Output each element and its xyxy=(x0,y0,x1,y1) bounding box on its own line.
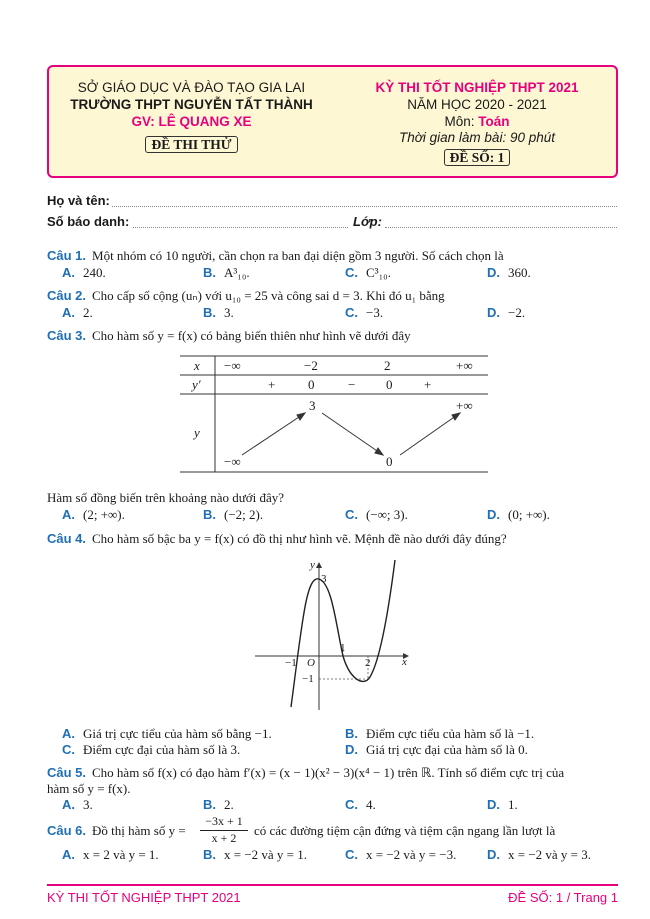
x-value: −∞ xyxy=(224,358,241,373)
option-text: C³₁₀. xyxy=(366,265,391,280)
footer-exam-title: KỲ THI TỐT NGHIỆP THPT 2021 xyxy=(47,890,241,905)
derivative-zero: 0 xyxy=(308,377,315,392)
cubic-function-graph xyxy=(250,555,420,715)
derivative-sign: + xyxy=(268,377,276,392)
option-label: C. xyxy=(345,265,358,280)
fraction-denominator: x + 2 xyxy=(211,831,237,845)
question-text: Một nhóm có 10 người, cần chọn ra ban đại diện gồm 3 người. Số cách chọn là xyxy=(92,248,504,263)
option-text: (−2; 2). xyxy=(224,507,264,522)
q6-option-b[interactable] xyxy=(203,847,307,863)
footer-page-info: ĐỀ SỐ: 1 / Trang 1 xyxy=(508,890,618,905)
question-text: Cho hàm số bậc ba y = f(x) có đồ thị như hình vẽ. Mệnh đề nào dưới đây đúng? xyxy=(92,531,507,546)
question-label: Câu 6. xyxy=(47,823,87,838)
option-text: 240. xyxy=(83,265,106,280)
origin-label: O xyxy=(307,657,315,669)
exam-title: KỲ THI TỐT NGHIỆP THPT 2021 xyxy=(375,80,579,95)
q2-option-c[interactable] xyxy=(345,305,383,321)
option-text: Giá trị cực tiểu của hàm số bằng −1. xyxy=(83,726,272,741)
question-3-followup: Hàm số đồng biến trên khoảng nào dưới đây? xyxy=(47,490,285,505)
question-2 xyxy=(47,288,445,304)
q3-option-a[interactable] xyxy=(62,507,125,523)
department-name: SỞ GIÁO DỤC VÀ ĐÀO TẠO GIA LAI xyxy=(77,80,306,95)
option-label: A. xyxy=(62,797,75,812)
fraction xyxy=(200,814,248,846)
id-label: Số báo danh: xyxy=(47,214,130,229)
option-text: −3. xyxy=(366,305,384,320)
tick-label: 1 xyxy=(340,642,346,654)
question-text: Cho hàm số f(x) có đạo hàm f′(x) = (x − 1)(x² − 3)(x⁴ − 1) trên ℝ. Tính số điểm cực trị của xyxy=(92,765,565,780)
y-value: +∞ xyxy=(456,398,473,413)
x-value: +∞ xyxy=(456,358,473,373)
class-label: Lớp: xyxy=(353,214,382,229)
option-text: 2. xyxy=(224,797,234,812)
fraction-numerator: −3x + 1 xyxy=(200,814,248,831)
tick-label: 2 xyxy=(365,657,371,669)
option-text: Điểm cực đại của hàm số là 3. xyxy=(83,742,241,757)
subject-line xyxy=(334,114,620,129)
q4-option-b[interactable] xyxy=(345,726,534,742)
exam-type-box xyxy=(49,137,334,153)
class-field[interactable] xyxy=(385,226,617,228)
increasing-arrow xyxy=(400,413,460,455)
y-row-label: y xyxy=(194,425,200,440)
option-text: 4. xyxy=(366,797,376,812)
option-label: A. xyxy=(62,847,75,862)
question-text: Cho hàm số y = f(x) có bảng biến thiên như hình vẽ dưới đây xyxy=(92,328,411,343)
q1-option-c[interactable] xyxy=(345,265,391,281)
question-4 xyxy=(47,531,507,547)
option-label: C. xyxy=(345,507,358,522)
x-row-label: x xyxy=(194,358,200,373)
option-text: 360. xyxy=(508,265,531,280)
q2-option-d[interactable] xyxy=(487,305,525,321)
option-text: 2. xyxy=(83,305,93,320)
option-text: Điểm cực tiểu của hàm số là −1. xyxy=(366,726,535,741)
option-label: C. xyxy=(345,797,358,812)
question-6 xyxy=(47,823,186,839)
option-text: x = −2 và y = −3. xyxy=(366,847,457,862)
tick-label: −1 xyxy=(285,657,297,669)
option-text: x = −2 và y = 1. xyxy=(224,847,308,862)
exam-type: ĐỀ THI THỬ xyxy=(145,136,237,153)
time-limit: Thời gian làm bài: 90 phút xyxy=(398,130,555,145)
q6-option-a[interactable] xyxy=(62,847,159,863)
y-value: 0 xyxy=(386,454,393,469)
option-label: D. xyxy=(487,507,500,522)
option-label: B. xyxy=(203,305,216,320)
y-axis-label: y xyxy=(310,559,315,571)
q6-option-c[interactable] xyxy=(345,847,456,863)
question-3 xyxy=(47,328,411,344)
option-label: D. xyxy=(487,847,500,862)
x-axis-label: x xyxy=(402,656,407,668)
q5-option-d[interactable] xyxy=(487,797,518,813)
question-text: Đồ thị hàm số y = xyxy=(92,823,186,838)
option-label: D. xyxy=(487,797,500,812)
q1-option-b[interactable] xyxy=(203,265,250,281)
option-text: 3. xyxy=(83,797,93,812)
q3-option-d[interactable] xyxy=(487,507,550,523)
increasing-arrow xyxy=(242,413,305,455)
tick-label: 3 xyxy=(321,573,327,585)
decreasing-arrow xyxy=(322,413,383,455)
option-text: −2. xyxy=(508,305,526,320)
name-field[interactable] xyxy=(112,205,617,207)
y-value: 3 xyxy=(309,398,316,413)
subject-label: Môn: xyxy=(444,114,479,129)
option-text: x = 2 và y = 1. xyxy=(83,847,159,862)
derivative-sign: + xyxy=(424,377,432,392)
q6-option-d[interactable] xyxy=(487,847,591,863)
question-label: Câu 2. xyxy=(47,288,87,303)
derivative-sign: − xyxy=(348,377,356,392)
question-5-continued: hàm số y = f(x). xyxy=(47,781,131,796)
tick-label: −1 xyxy=(302,673,314,685)
id-field[interactable] xyxy=(133,226,348,228)
option-text: (−∞; 3). xyxy=(366,507,408,522)
option-text: (0; +∞). xyxy=(508,507,550,522)
option-text: (2; +∞). xyxy=(83,507,125,522)
option-text: 1. xyxy=(508,797,518,812)
option-label: A. xyxy=(62,265,75,280)
option-label: B. xyxy=(203,265,216,280)
question-1 xyxy=(47,248,504,264)
question-label: Câu 3. xyxy=(47,328,87,343)
option-label: B. xyxy=(345,726,358,741)
question-label: Câu 4. xyxy=(47,531,87,546)
option-label: A. xyxy=(62,507,75,522)
option-label: D. xyxy=(487,265,500,280)
option-label: A. xyxy=(62,305,75,320)
q3-option-c[interactable] xyxy=(345,507,408,523)
x-value: −2 xyxy=(304,358,318,373)
derivative-zero: 0 xyxy=(386,377,393,392)
arrow-head xyxy=(297,413,305,420)
arrow-head xyxy=(375,448,383,455)
x-value: 2 xyxy=(384,358,391,373)
option-label: D. xyxy=(345,742,358,757)
variation-table xyxy=(180,353,490,475)
q1-option-d[interactable] xyxy=(487,265,531,281)
option-text: 3. xyxy=(224,305,234,320)
q3-option-b[interactable] xyxy=(203,507,263,523)
exam-code-box xyxy=(334,150,620,166)
q4-option-c[interactable] xyxy=(62,742,240,758)
arrow-head xyxy=(452,413,460,420)
option-label: D. xyxy=(487,305,500,320)
question-6-continued: có các đường tiệm cận đứng và tiệm cận ngang lần lượt là xyxy=(254,823,556,838)
option-label: A. xyxy=(62,726,75,741)
q2-option-b[interactable] xyxy=(203,305,234,321)
exam-header xyxy=(47,65,618,178)
question-5 xyxy=(47,765,564,781)
subject-value: Toán xyxy=(478,114,510,129)
y-value: −∞ xyxy=(224,454,241,469)
option-text: A³₁₀. xyxy=(224,265,250,280)
q4-option-d[interactable] xyxy=(345,742,528,758)
option-text: x = −2 và y = 3. xyxy=(508,847,592,862)
option-label: C. xyxy=(345,847,358,862)
q2-option-a[interactable] xyxy=(62,305,93,321)
exam-code: ĐỀ SỐ: 1 xyxy=(444,149,511,166)
q5-option-c[interactable] xyxy=(345,797,376,813)
footer-divider xyxy=(47,884,618,886)
school-name: TRƯỜNG THPT NGUYỄN TẤT THÀNH xyxy=(70,97,313,112)
q5-option-a[interactable] xyxy=(62,797,93,813)
yprime-row-label: y′ xyxy=(192,377,201,392)
option-text: Giá trị cực đại của hàm số là 0. xyxy=(366,742,528,757)
teacher-name: GV: LÊ QUANG XE xyxy=(131,114,252,129)
question-label: Câu 5. xyxy=(47,765,87,780)
option-label: C. xyxy=(62,742,75,757)
option-label: B. xyxy=(203,847,216,862)
option-label: B. xyxy=(203,507,216,522)
question-label: Câu 1. xyxy=(47,248,87,263)
q5-option-b[interactable] xyxy=(203,797,234,813)
q1-option-a[interactable] xyxy=(62,265,106,281)
name-label: Họ và tên: xyxy=(47,193,110,208)
option-label: B. xyxy=(203,797,216,812)
q4-option-a[interactable] xyxy=(62,726,272,742)
school-year: NĂM HỌC 2020 - 2021 xyxy=(407,97,547,112)
option-label: C. xyxy=(345,305,358,320)
question-text: Cho cấp số cộng (uₙ) với u₁₀ = 25 và công sai d = 3. Khi đó u₁ bằng xyxy=(92,288,445,303)
